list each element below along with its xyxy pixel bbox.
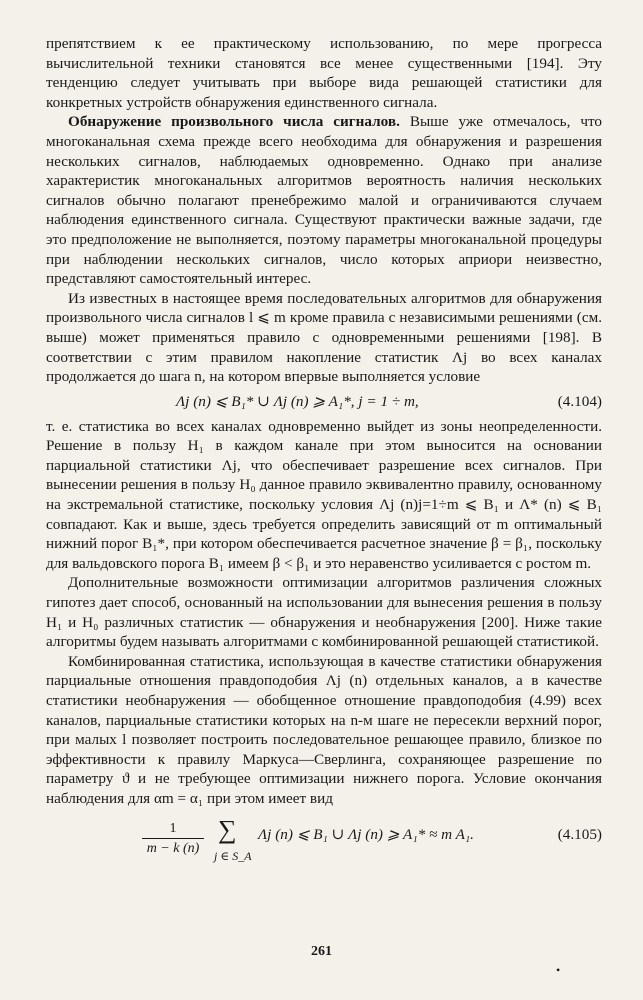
equation-4-104	[46, 390, 602, 414]
lead-heading: Обнаружение произвольного числа сигналов.	[68, 113, 400, 131]
paragraph-4: т. е. статистика во всех каналах одновременно выйдет из зоны неопределенности. Решение в пользу H₁ в каждом канале при этом выносится на основании парциальной статистики Λj, что обеспечивает разрешение всех сигналов. При вынесении решения в пользу H₀ данное правило эквивалентно правилу, основанному на экстремальной статистике, поскольку условия Λj (n)j=1÷m ⩽ B₁ и Λ* (n) ⩽ B₁ совпадают. Как и выше, здесь требуется определить зависящий от m оптимальный нижний порог B₁*, при котором обеспечивается расчетное значение β = β₁, поскольку для вальдовского порога B₁ имеем β < β₁ и это неравенство усиливается с ростом m.	[46, 417, 603, 572]
equation-4-104-number: (4.104)	[557, 392, 602, 410]
paragraph-5: Дополнительные возможности оптимизации алгоритмов различения сложных гипотез дает способ, основанный на использовании для вынесения решения в пользу H₁ и H₀ различных статистик — обнаружения и необнаружения [200]. Ниже такие алгоритмы будем называть алгоритмами с комбинированной решающей статистикой.	[46, 574, 602, 651]
equation-4-105-number: (4.105)	[557, 825, 602, 843]
paragraph-2-text: Выше уже отмечалось, что многоканальная схема прежде всего необходима для обнаружения и разрешения нескольких сигналов, наблюдаемых одновременно. Однако при анализе характеристик многоканальных алгоритмов вероятность наличия нескольких сигналов обычно полагают пренебрежимо малой и ограничиваются случаем наблюдения единственного сигнала. Существуют практически важные задачи, где это предположение не выполняется, поэтому параметры многоканальной процедуры при наблюдении нескольких сигналов, число которых априори неизвестно, представляют самостоятельный интерес.	[46, 113, 603, 288]
paragraph-6: Комбинированная статистика, использующая в качестве статистики обнаружения парциальные отношения правдоподобия Λj (n) отдельных каналов, а в качестве статистики необнаружения — обобщенное отношение правдоподобия (4.99) всех каналов, парциальные статистики которых на n-м шаге не пересекли верхний порог, при малых l позволяет построить последовательное решающее правило, близкое по эффективности к правилу Маркуса—Сверлинга, сохраняющее разрешение по параметру ϑ и не требующее оптимизации нижнего порога. Условие окончания наблюдения для αm = α₁ при этом имеет вид	[46, 652, 602, 807]
fraction-numerator: 1	[142, 819, 204, 840]
paragraph-3: Из известных в настоящее время последовательных алгоритмов для обнаружения произвольного числа сигналов l ⩽ m кроме правила с независимыми решениями (см. выше) может применяться правило с одновременными решениями [198]. В соответствии с этим правилом накопление статистик Λj во всех каналах продолжается до шага n, на котором впервые выполняется условие	[46, 289, 602, 386]
print-speck: •	[556, 963, 561, 977]
equation-4-104-expression: Λj (n) ⩽ B₁* ∪ Λj (n) ⩾ A₁*, j = 1 ÷ m,	[176, 392, 419, 410]
paragraph-2	[46, 112, 602, 288]
paragraph-1: препятствием к ее практическому использованию, по мере прогресса вычислительной техники становятся все менее существенными [194]. Эту тенденцию следует учитывать при выборе вида решающей статистики для конкретных устройств обнаружения единственного сигнала.	[46, 35, 602, 111]
page-number: 261	[311, 944, 332, 959]
summation-symbol: ∑	[218, 814, 237, 844]
page-body	[46, 34, 602, 879]
fraction-denominator: m − k (n)	[146, 841, 200, 857]
equation-4-105	[46, 815, 602, 879]
equation-4-105-fraction	[142, 819, 204, 859]
summation-subscript: j ∈ S_A	[214, 848, 252, 863]
equation-4-105-expression: Λj (n) ⩽ B₁ ∪ Λj (n) ⩾ A₁* ≈ m A₁.	[258, 825, 474, 843]
